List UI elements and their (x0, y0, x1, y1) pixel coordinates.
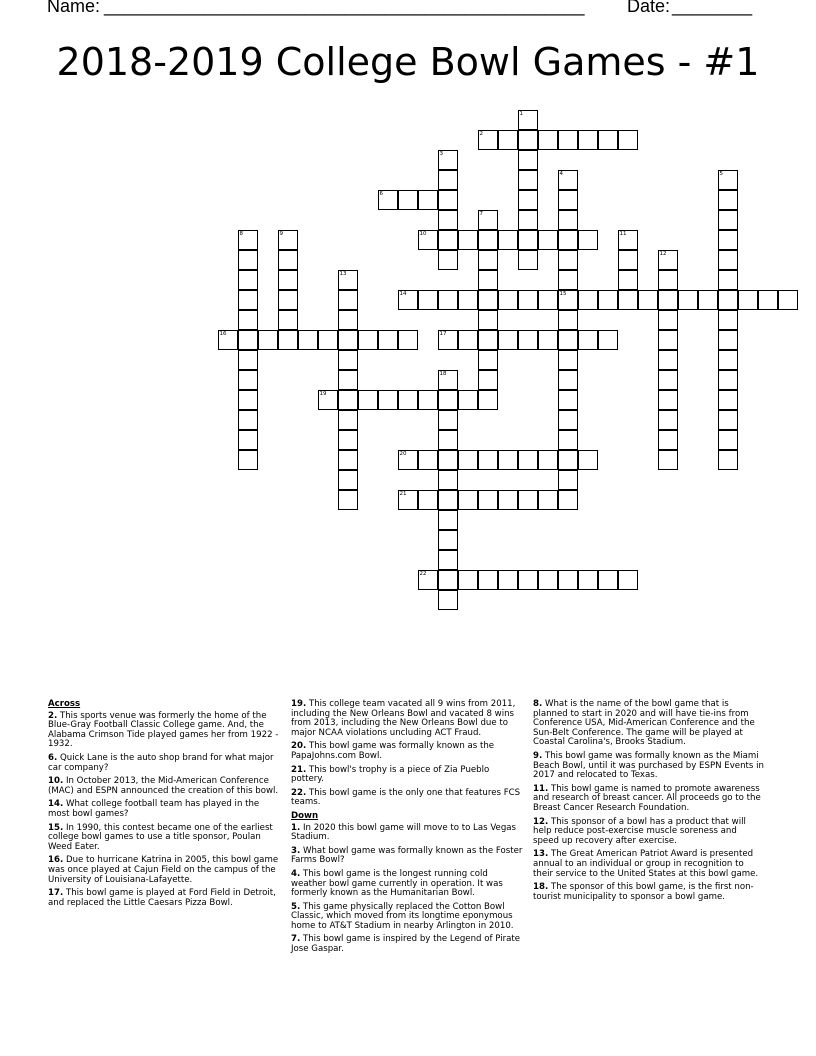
grid-cell[interactable] (598, 130, 618, 150)
grid-cell[interactable] (458, 290, 478, 310)
clue-text: In 1990, this contest became one of the earliest college bowl games to use a title sponsor, Poulan Weed Eater. (48, 822, 273, 852)
clue-across-2 (48, 712, 280, 750)
grid-cell[interactable] (518, 170, 538, 190)
clue-number: 10. (48, 776, 64, 787)
page-title: 2018-2019 College Bowl Games - #1 (56, 40, 760, 84)
grid-cell[interactable] (478, 310, 498, 330)
grid-cell[interactable] (658, 450, 678, 470)
date-field[interactable]: ________ (672, 0, 753, 16)
grid-cell[interactable] (498, 570, 518, 590)
grid-cell[interactable] (718, 430, 738, 450)
grid-cell[interactable] (578, 130, 598, 150)
grid-cell[interactable] (718, 350, 738, 370)
clue-number: 18. (533, 882, 549, 893)
clue-down-7 (291, 935, 523, 954)
grid-cell[interactable] (658, 330, 678, 350)
grid-cell[interactable] (558, 270, 578, 290)
grid-cell[interactable] (538, 450, 558, 470)
grid-cell[interactable] (438, 250, 458, 270)
grid-cell[interactable] (598, 290, 618, 310)
clue-number-label: 18 (439, 371, 447, 377)
clue-text: This bowl game is the only one that features FCS teams. (291, 787, 521, 808)
grid-cell[interactable] (338, 310, 358, 330)
clue-number: 13. (533, 849, 549, 860)
clue-text: This bowl game is played at Ford Field in Detroit, and replaced the Little Caesars Pizza Bowl. (48, 888, 276, 908)
grid-cell[interactable] (478, 450, 498, 470)
grid-cell[interactable] (458, 390, 478, 410)
grid-cell[interactable] (238, 390, 258, 410)
grid-cell[interactable] (618, 130, 638, 150)
grid-cell[interactable] (438, 510, 458, 530)
clue-number: 16. (48, 855, 64, 866)
grid-cell[interactable] (338, 450, 358, 470)
grid-cell[interactable] (438, 450, 458, 470)
clue-number-label: 1 (519, 111, 523, 117)
clue-across-19 (291, 700, 523, 738)
grid-cell[interactable] (518, 190, 538, 210)
clue-across-17 (48, 889, 280, 908)
grid-cell[interactable] (618, 290, 638, 310)
clue-text: This game physically replaced the Cotton Bowl Classic, which moved from its longtime eponymous home to AT&T Stadium in nearby Arlington in 2010. (291, 901, 514, 931)
grid-cell[interactable] (478, 330, 498, 350)
grid-cell[interactable] (478, 390, 498, 410)
grid-cell[interactable] (438, 490, 458, 510)
grid-cell[interactable] (438, 410, 458, 430)
grid-cell[interactable] (278, 290, 298, 310)
clue-number-label: 16 (219, 331, 227, 337)
clue-number: 19. (291, 699, 307, 709)
grid-cell[interactable] (478, 250, 498, 270)
grid-cell[interactable] (778, 290, 798, 310)
clue-number-label: 10 (419, 231, 427, 237)
grid-cell[interactable] (418, 190, 438, 210)
grid-cell[interactable] (238, 250, 258, 270)
clue-text: The sponsor of this bowl game, is the first non-tourist municipality to sponsor a bowl game. (533, 882, 754, 902)
grid-cell[interactable] (558, 230, 578, 250)
grid-cell[interactable] (478, 270, 498, 290)
clue-number: 2. (48, 710, 58, 721)
grid-cell[interactable] (438, 470, 458, 490)
clue-number-label: 21 (399, 491, 407, 497)
grid-cell[interactable] (758, 290, 778, 310)
grid-cell[interactable] (658, 270, 678, 290)
grid-cell[interactable] (478, 570, 498, 590)
clue-down-12 (533, 818, 765, 847)
grid-cell[interactable] (238, 450, 258, 470)
grid-cell[interactable] (318, 330, 338, 350)
grid-cell[interactable] (438, 530, 458, 550)
grid-cell[interactable] (518, 250, 538, 270)
grid-cell[interactable] (558, 470, 578, 490)
grid-cell[interactable] (658, 350, 678, 370)
grid-cell[interactable] (518, 330, 538, 350)
clue-down-3 (291, 847, 523, 866)
grid-cell[interactable] (558, 490, 578, 510)
grid-cell[interactable] (718, 370, 738, 390)
clue-text: What bowl game was formally known as the Foster Farms Bowl? (291, 845, 523, 866)
grid-cell[interactable] (338, 290, 358, 310)
grid-cell[interactable] (438, 550, 458, 570)
grid-cell[interactable] (498, 290, 518, 310)
clue-down-9 (533, 752, 765, 781)
clue-number: 9. (533, 750, 543, 761)
grid-cell[interactable] (578, 230, 598, 250)
clue-across-21 (291, 766, 523, 785)
down-heading: Down (291, 810, 319, 821)
clue-number-label: 13 (339, 271, 347, 277)
grid-cell[interactable] (498, 450, 518, 470)
clue-across-22 (291, 789, 523, 808)
grid-cell[interactable] (718, 230, 738, 250)
grid-cell[interactable] (578, 450, 598, 470)
grid-cell[interactable] (718, 270, 738, 290)
grid-cell[interactable] (418, 490, 438, 510)
grid-cell[interactable] (478, 350, 498, 370)
grid-cell[interactable] (238, 430, 258, 450)
grid-cell[interactable] (618, 270, 638, 290)
clue-number-label: 7 (479, 211, 483, 217)
grid-cell[interactable] (458, 450, 478, 470)
grid-cell[interactable] (458, 330, 478, 350)
grid-cell[interactable] (238, 290, 258, 310)
grid-cell[interactable] (598, 570, 618, 590)
grid-cell[interactable] (558, 350, 578, 370)
grid-cell[interactable] (238, 350, 258, 370)
clue-text: In October 2013, the Mid-American Conference (MAC) and ESPN announced the creation of this bowl. (48, 776, 279, 796)
grid-cell[interactable] (558, 190, 578, 210)
grid-cell[interactable] (438, 430, 458, 450)
grid-cell[interactable] (518, 570, 538, 590)
clue-text: This bowl game is the longest running cold weather bowl game currently in operation. It was formerly known as the Humanitarian Bowl. (291, 868, 503, 899)
grid-cell[interactable] (438, 210, 458, 230)
grid-cell[interactable] (438, 590, 458, 610)
grid-cell[interactable] (558, 310, 578, 330)
grid-cell[interactable] (538, 570, 558, 590)
grid-cell[interactable] (238, 410, 258, 430)
grid-cell[interactable] (238, 330, 258, 350)
grid-cell[interactable] (518, 450, 538, 470)
clue-text: This bowl's trophy is a piece of Zia Pueblo pottery. (291, 764, 490, 785)
clue-down-4 (291, 870, 523, 899)
clue-number-label: 15 (559, 291, 567, 297)
clue-number-label: 4 (559, 171, 563, 177)
grid-cell[interactable] (278, 250, 298, 270)
clue-number-label: 22 (419, 571, 427, 577)
clue-text: What college football team has played in the most bowl games? (48, 799, 260, 819)
grid-cell[interactable] (538, 230, 558, 250)
clue-text: This sponsor of a bowl has a product that will help reduce post-exercise muscle soreness and speed up recovery after exercise. (533, 816, 746, 846)
grid-cell[interactable] (718, 290, 738, 310)
grid-cell[interactable] (718, 210, 738, 230)
clue-number-label: 19 (319, 391, 327, 397)
grid-cell[interactable] (238, 370, 258, 390)
grid-cell[interactable] (518, 150, 538, 170)
clue-number: 22. (291, 787, 307, 798)
grid-cell[interactable] (418, 450, 438, 470)
clue-text: This sports venue was formerly the home of the Blue-Gray Football Classic College game. And, the Alabama Crimson Tide played games her from 1922 - 1932. (48, 710, 279, 750)
grid-cell[interactable] (618, 570, 638, 590)
grid-cell[interactable] (278, 270, 298, 290)
grid-cell[interactable] (238, 310, 258, 330)
grid-cell[interactable] (438, 290, 458, 310)
grid-cell[interactable] (478, 490, 498, 510)
clue-column-3 (533, 700, 765, 906)
clue-text: This bowl game was formally known as the Miami Beach Bowl, until it was purchased by ESPN Events in 2017 and relocated to Texas. (533, 750, 764, 781)
clue-text: This college team vacated all 9 wins from 2011, including the New Orleans Bowl and vacated 8 wins from 2013, including the New Orleans Bowl due to major NCAA violations uncluding ACT Fraud. (291, 699, 516, 738)
grid-cell[interactable] (638, 290, 658, 310)
grid-cell[interactable] (238, 270, 258, 290)
clue-number: 5. (291, 901, 301, 912)
grid-cell[interactable] (358, 390, 378, 410)
grid-cell[interactable] (558, 410, 578, 430)
grid-cell[interactable] (738, 290, 758, 310)
clue-number: 6. (48, 752, 58, 763)
grid-cell[interactable] (558, 390, 578, 410)
clue-number-label: 14 (399, 291, 407, 297)
grid-cell[interactable] (438, 230, 458, 250)
clue-down-1 (291, 824, 523, 843)
clue-number-label: 8 (239, 231, 243, 237)
clue-text: This bowl game was formally known as the PapaJohns.com Bowl. (291, 741, 495, 761)
grid-cell[interactable] (658, 430, 678, 450)
clue-across-16 (48, 856, 280, 885)
grid-cell[interactable] (378, 390, 398, 410)
grid-cell[interactable] (438, 570, 458, 590)
across-heading: Across (48, 699, 81, 709)
clue-text: Quick Lane is the auto shop brand for what major car company? (48, 752, 274, 773)
grid-cell[interactable] (718, 410, 738, 430)
grid-cell[interactable] (338, 490, 358, 510)
date-label: Date: (627, 0, 671, 16)
grid-cell[interactable] (618, 250, 638, 270)
clue-down-11 (533, 785, 765, 814)
clue-text: In 2020 this bowl game will move to to Las Vegas Stadium. (291, 822, 517, 843)
grid-cell[interactable] (498, 490, 518, 510)
grid-cell[interactable] (558, 210, 578, 230)
grid-cell[interactable] (498, 330, 518, 350)
clue-across-6 (48, 754, 280, 773)
grid-cell[interactable] (578, 290, 598, 310)
grid-cell[interactable] (718, 450, 738, 470)
grid-cell[interactable] (278, 330, 298, 350)
clue-across-10 (48, 777, 280, 796)
grid-cell[interactable] (718, 250, 738, 270)
grid-cell[interactable] (518, 130, 538, 150)
grid-cell[interactable] (478, 290, 498, 310)
grid-cell[interactable] (718, 330, 738, 350)
grid-cell[interactable] (538, 330, 558, 350)
grid-cell[interactable] (438, 190, 458, 210)
clue-number: 1. (291, 822, 301, 833)
grid-cell[interactable] (378, 330, 398, 350)
grid-cell[interactable] (418, 390, 438, 410)
clue-number-label: 3 (439, 151, 443, 157)
name-label: Name: (47, 0, 101, 16)
grid-cell[interactable] (338, 410, 358, 430)
grid-cell[interactable] (658, 410, 678, 430)
grid-cell[interactable] (698, 290, 718, 310)
grid-cell[interactable] (458, 230, 478, 250)
grid-cell[interactable] (718, 390, 738, 410)
grid-cell[interactable] (458, 570, 478, 590)
grid-cell[interactable] (338, 430, 358, 450)
clue-number-label: 5 (719, 171, 723, 177)
grid-cell[interactable] (358, 330, 378, 350)
grid-cell[interactable] (658, 290, 678, 310)
name-field[interactable]: ________________________________________________ (104, 0, 585, 16)
grid-cell[interactable] (298, 330, 318, 350)
clue-number: 14. (48, 799, 64, 810)
clue-text: Due to hurricane Katrina in 2005, this bowl game was once played at Cajun Field on the campus of the University of Louisiana-Lafayette. (48, 855, 279, 885)
clue-column-1 (48, 700, 280, 912)
grid-cell[interactable] (558, 130, 578, 150)
grid-cell[interactable] (498, 130, 518, 150)
grid-cell[interactable] (658, 310, 678, 330)
grid-cell[interactable] (258, 330, 278, 350)
clue-number-label: 2 (479, 131, 483, 137)
clue-column-2 (291, 700, 523, 959)
clue-text: This bowl game is inspired by the Legend of Pirate Jose Gaspar. (291, 934, 521, 955)
grid-cell[interactable] (338, 390, 358, 410)
grid-cell[interactable] (558, 330, 578, 350)
clue-down-8 (533, 700, 765, 748)
grid-cell[interactable] (658, 370, 678, 390)
clue-down-18 (533, 883, 765, 902)
grid-cell[interactable] (718, 310, 738, 330)
grid-cell[interactable] (518, 230, 538, 250)
clue-number: 8. (533, 699, 543, 709)
clue-across-14 (48, 800, 280, 819)
grid-cell[interactable] (518, 490, 538, 510)
grid-cell[interactable] (278, 310, 298, 330)
clue-across-20 (291, 742, 523, 761)
clue-down-13 (533, 850, 765, 879)
clue-number-label: 11 (619, 231, 627, 237)
grid-cell[interactable] (518, 290, 538, 310)
clue-text: What is the name of the bowl game that is planned to start in 2020 and will have tie-ins from Conference USA, Mid-American Conference and the Sun-Belt Conference. The game will be played at Coastal Carolina's, Brooks Stadium. (533, 699, 755, 748)
grid-cell[interactable] (398, 190, 418, 210)
grid-cell[interactable] (478, 230, 498, 250)
clue-number-label: 9 (279, 231, 283, 237)
grid-cell[interactable] (578, 330, 598, 350)
grid-cell[interactable] (558, 570, 578, 590)
grid-cell[interactable] (678, 290, 698, 310)
clue-number: 12. (533, 816, 549, 827)
grid-cell[interactable] (538, 290, 558, 310)
grid-cell[interactable] (438, 390, 458, 410)
clue-text: This bowl game is named to promote awareness and research of breast cancer. All proceeds go to the Breast Cancer Research Foundation. (533, 783, 761, 813)
grid-cell[interactable] (458, 490, 478, 510)
clue-number-label: 6 (379, 191, 383, 197)
grid-cell[interactable] (578, 570, 598, 590)
clue-number: 21. (291, 764, 307, 775)
clue-number: 15. (48, 822, 64, 833)
grid-cell[interactable] (558, 430, 578, 450)
clue-number: 17. (48, 888, 64, 899)
grid-cell[interactable] (558, 450, 578, 470)
clue-number: 4. (291, 868, 301, 879)
grid-cell[interactable] (338, 330, 358, 350)
grid-cell[interactable] (338, 350, 358, 370)
grid-cell[interactable] (338, 370, 358, 390)
grid-cell[interactable] (718, 190, 738, 210)
clue-number-label: 17 (439, 331, 447, 337)
clue-number: 7. (291, 934, 301, 945)
clue-number: 11. (533, 783, 549, 794)
grid-cell[interactable] (438, 170, 458, 190)
grid-cell[interactable] (478, 370, 498, 390)
grid-cell[interactable] (658, 390, 678, 410)
grid-cell[interactable] (558, 370, 578, 390)
grid-cell[interactable] (398, 390, 418, 410)
grid-cell[interactable] (518, 210, 538, 230)
grid-cell[interactable] (538, 490, 558, 510)
clue-down-5 (291, 903, 523, 932)
clue-number: 3. (291, 845, 301, 856)
grid-cell[interactable] (418, 290, 438, 310)
clue-number-label: 20 (399, 451, 407, 457)
grid-cell[interactable] (338, 470, 358, 490)
clue-across-15 (48, 824, 280, 853)
clue-text: The Great American Patriot Award is presented annual to an individual or group in recognition to their service to the United States at this bowl game. (533, 849, 759, 879)
grid-cell[interactable] (558, 250, 578, 270)
grid-cell[interactable] (598, 330, 618, 350)
clue-number: 20. (291, 741, 307, 752)
grid-cell[interactable] (498, 230, 518, 250)
clue-number-label: 12 (659, 251, 667, 257)
grid-cell[interactable] (538, 130, 558, 150)
grid-cell[interactable] (398, 330, 418, 350)
